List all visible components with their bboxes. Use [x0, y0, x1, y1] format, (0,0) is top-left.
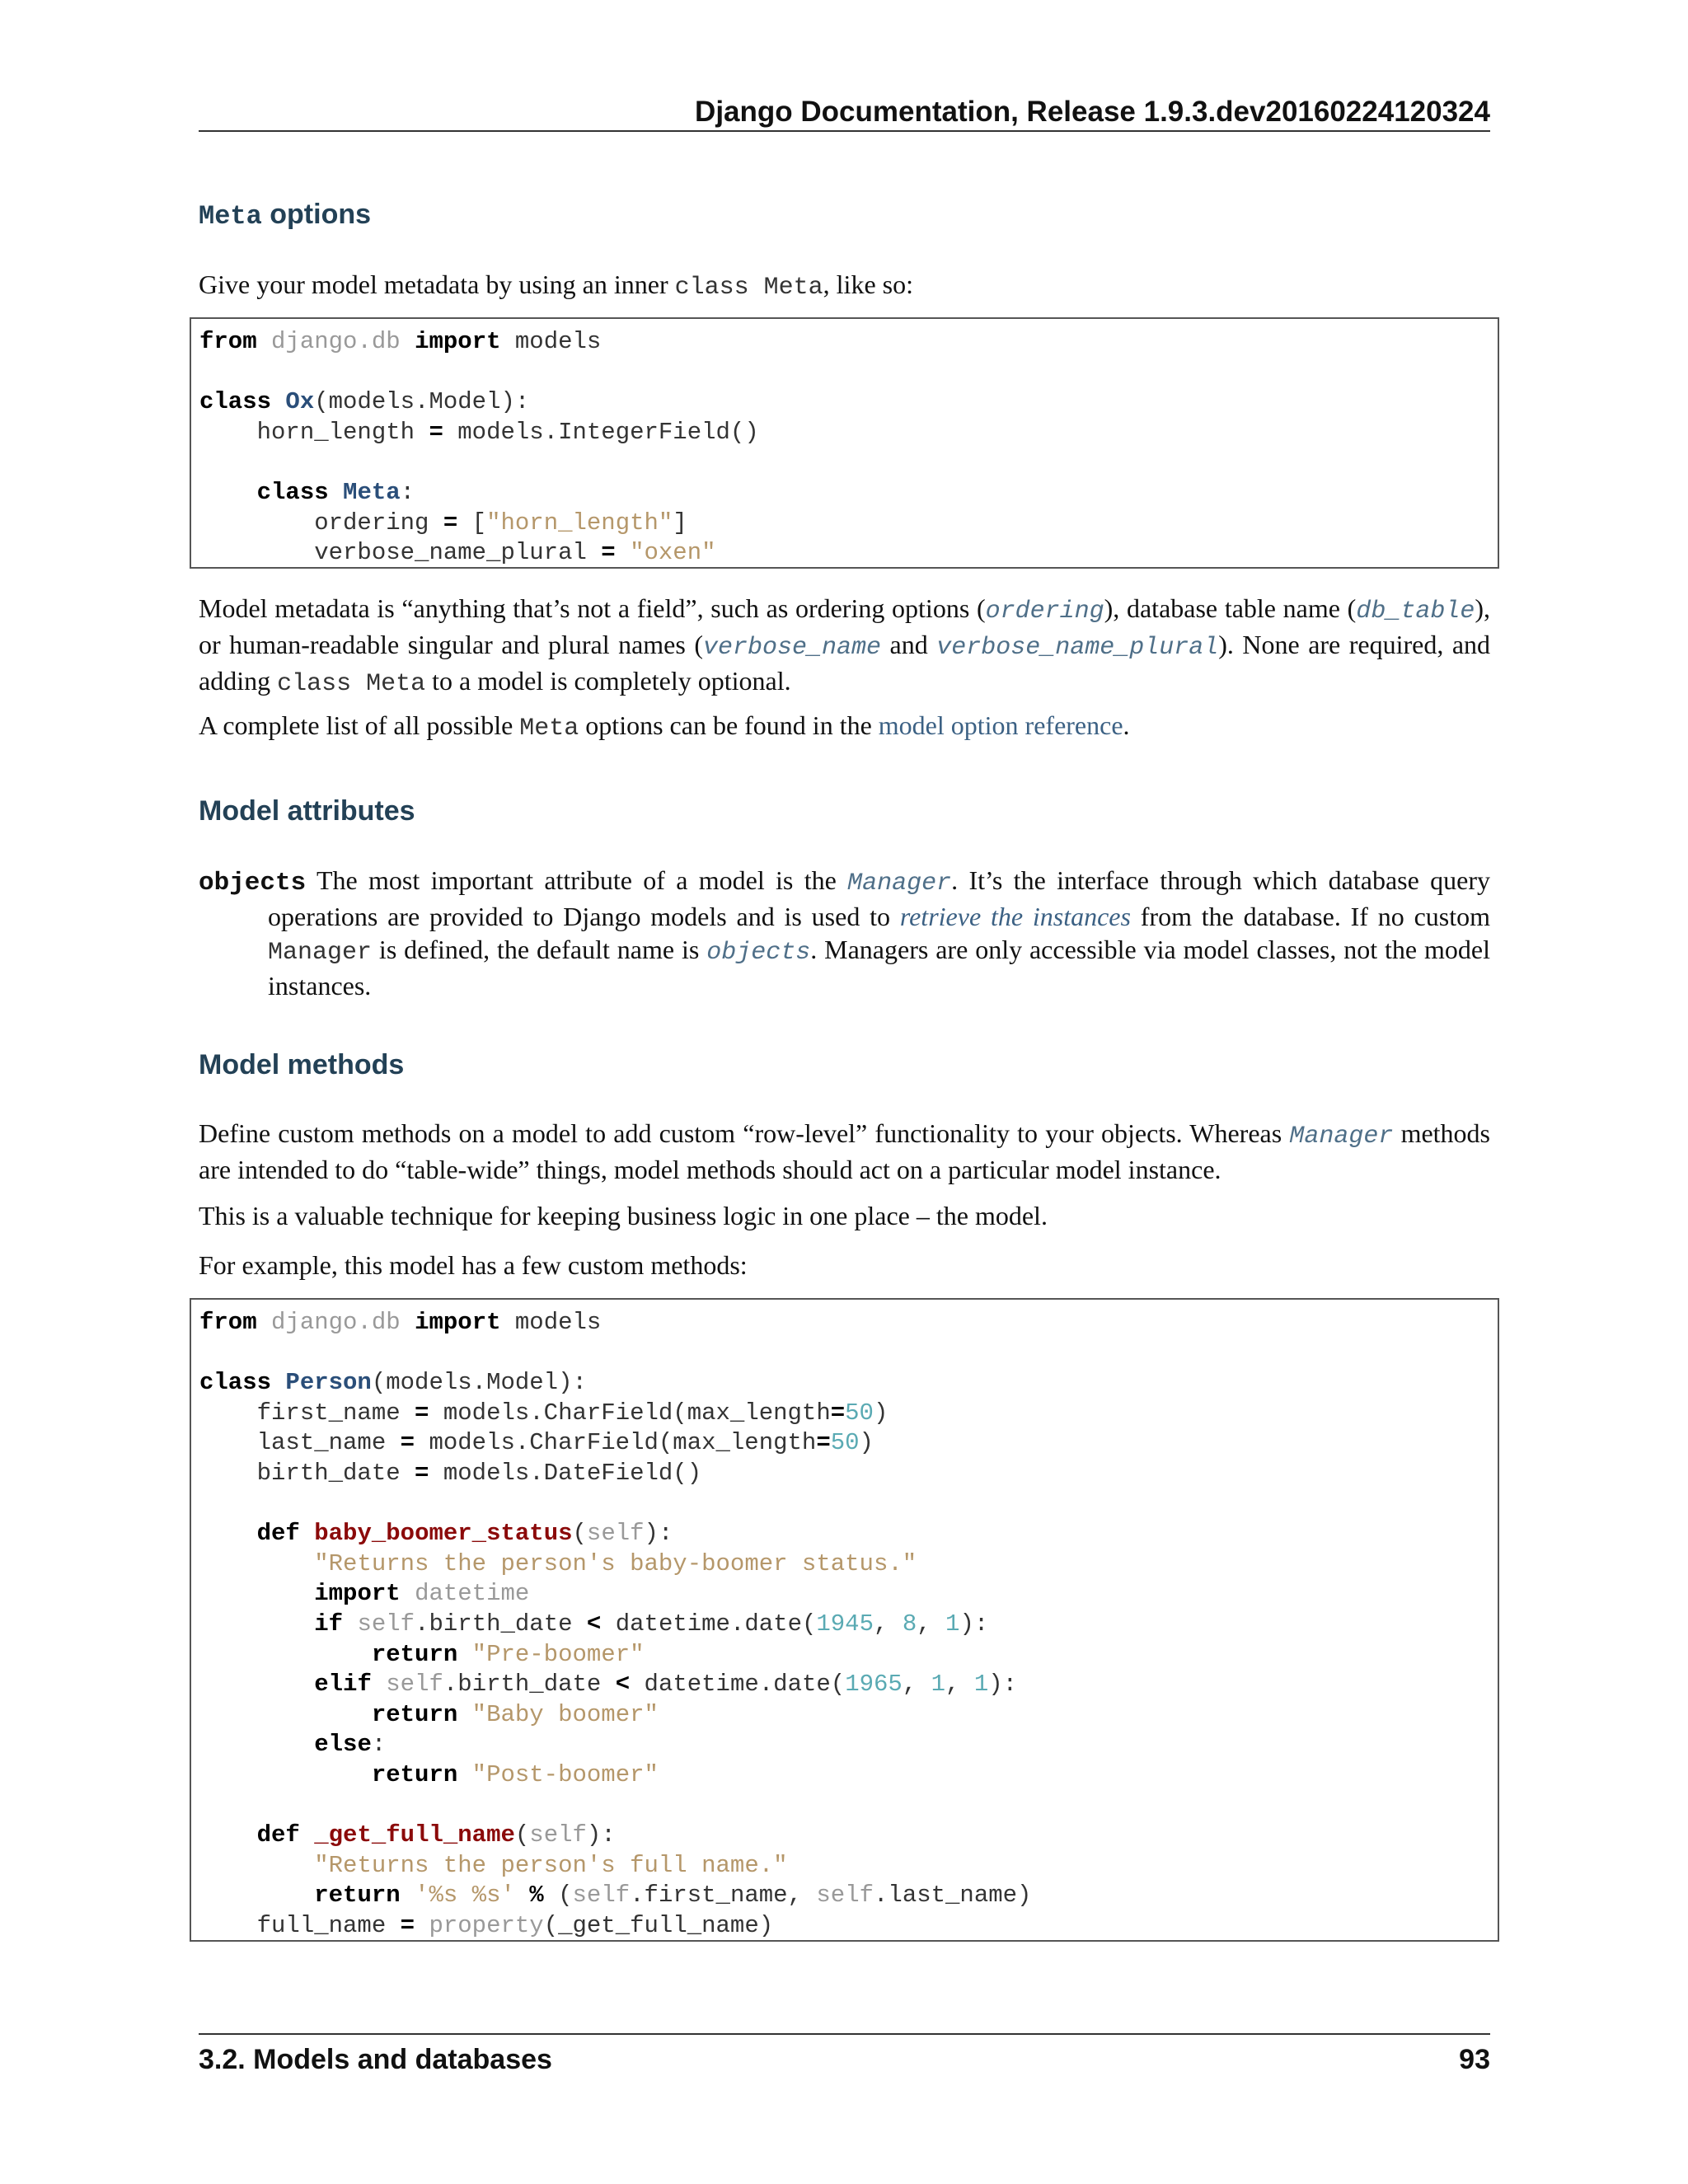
code-token: return [371, 1700, 458, 1728]
code-token: Ox [285, 388, 315, 416]
meta-intro-paragraph [199, 268, 1490, 304]
code-token: import [415, 328, 501, 355]
methods-intro-paragraph [199, 1117, 1490, 1186]
code-token: return [371, 1760, 458, 1788]
code-token: if [314, 1610, 344, 1638]
meta-heading-text: options [270, 199, 372, 230]
code-token: "horn_length" [486, 509, 673, 537]
code-token: = [830, 1399, 846, 1427]
code-token: 1945 [816, 1610, 874, 1638]
text-run: . Managers are only accessible via model classes, not the model instances. [268, 935, 1491, 1001]
code-line [199, 539, 716, 566]
text-run: , like so: [823, 269, 913, 299]
code-token [199, 1701, 372, 1728]
footer-section-title: 3.2. Models and databases [199, 2044, 552, 2075]
code-line [199, 1460, 701, 1487]
text-run: Give your model metadata by using an inner [199, 269, 675, 299]
code-line [199, 1520, 673, 1547]
text-run: ), database table name ( [1104, 593, 1357, 623]
code-token: datetime.date( [630, 1671, 846, 1699]
code-token [271, 1369, 285, 1396]
code-token [300, 1520, 314, 1547]
code-token [401, 1580, 415, 1607]
code-token: "oxen" [630, 539, 716, 567]
code-token: "Post-boomer" [471, 1760, 659, 1788]
code-token: Person [285, 1369, 372, 1397]
text-run: . [1123, 710, 1130, 740]
code-token: ] [673, 509, 687, 537]
code-token: class [199, 1369, 272, 1397]
code-line [199, 1701, 659, 1728]
code-token: _get_full_name [314, 1821, 515, 1849]
code-token: ( [543, 1882, 573, 1910]
code-line [199, 388, 529, 415]
code-token: models.IntegerField() [443, 418, 759, 446]
code-token: self [572, 1882, 631, 1910]
code-line [199, 509, 687, 537]
code-token: = [601, 539, 616, 567]
objects-term: objects [199, 869, 307, 898]
meta-reference-paragraph [199, 709, 1490, 745]
code-token [415, 1912, 429, 1939]
code-person-pre [199, 1308, 1498, 1941]
text-run: Model metadata is “anything that’s not a field”, such as ordering options ( [199, 593, 986, 623]
code-line [199, 1852, 788, 1879]
text-run: methods are intended to do “table-wide” things, model methods should act on a particular model instance. [199, 1118, 1491, 1184]
text-run: from the database. If no custom [1130, 902, 1491, 931]
code-token [616, 539, 630, 566]
code-token: ( [572, 1520, 587, 1548]
code-token: 1 [931, 1671, 946, 1699]
code-token: 50 [845, 1399, 874, 1427]
code-line [199, 1309, 601, 1336]
code-line [199, 1550, 917, 1577]
code-line [199, 328, 601, 355]
retrieve-instances-link[interactable]: retrieve the instances [899, 902, 1131, 931]
code-token: = [816, 1429, 831, 1457]
code-token: self [816, 1882, 874, 1910]
code-token: ( [514, 1821, 530, 1849]
code-token [401, 328, 415, 355]
code-token: from [199, 328, 257, 355]
code-token: "Pre-boomer" [471, 1640, 645, 1668]
code-token: ) [873, 1399, 889, 1427]
code-token: 1965 [845, 1671, 903, 1699]
code-token: (_get_full_name) [543, 1911, 774, 1939]
code-token: 1 [973, 1671, 989, 1699]
code-token: def [256, 1821, 300, 1849]
code-token: import [415, 1309, 501, 1336]
code-token: , [945, 1671, 974, 1699]
code-token: class [256, 478, 329, 506]
code-token: first_name [199, 1399, 415, 1427]
code-token: models [500, 328, 602, 355]
example-intro-paragraph: For example, this model has a few custom methods: [199, 1250, 748, 1280]
code-token: ): [959, 1610, 989, 1638]
code-token: "Returns the person's full name." [314, 1851, 788, 1879]
code-token: baby_boomer_status [314, 1520, 573, 1548]
code-token: : [400, 478, 415, 506]
text-run: A complete list of all possible [199, 710, 520, 740]
code-token: elif [314, 1671, 372, 1699]
code-line [199, 1641, 645, 1668]
code-block-ox [190, 317, 1499, 569]
code-token: class [199, 388, 272, 416]
code-token [457, 1701, 471, 1728]
code-token: < [615, 1671, 631, 1699]
code-token: import [314, 1580, 401, 1608]
code-token: 1 [945, 1610, 960, 1638]
code-token: "Returns the person's baby-boomer status." [314, 1549, 917, 1577]
code-token: ordering [199, 509, 443, 537]
code-token [199, 1852, 314, 1879]
code-token: [ [457, 509, 487, 537]
verbose-name-plural-link[interactable]: verbose_name_plural [936, 634, 1219, 662]
code-token: = [400, 1429, 415, 1457]
code-token [257, 1309, 271, 1336]
text-run: to a model is completely optional. [425, 666, 791, 696]
code-line [199, 1731, 386, 1758]
footer-divider [199, 2033, 1490, 2035]
code-token: = [443, 509, 458, 537]
code-token: self [586, 1520, 645, 1548]
code-token: 8 [902, 1610, 917, 1638]
code-token: django.db [271, 1309, 401, 1336]
text-run: and [881, 630, 937, 659]
model-attributes-heading: Model attributes [199, 795, 415, 827]
manager-link[interactable]: Manager [1289, 1122, 1394, 1151]
code-line [199, 419, 759, 446]
code-token: from [199, 1309, 257, 1336]
code-token: last_name [199, 1429, 401, 1457]
code-line [199, 1399, 888, 1427]
code-token: django.db [271, 328, 401, 355]
code-token [199, 1520, 257, 1547]
text-run: . It’s the interface through which database query operations are provided to Django models and is used to [268, 865, 1491, 931]
inline-code: Manager [268, 939, 373, 967]
text-run: The most important attribute of a model is the [306, 865, 848, 895]
meta-options-heading [199, 196, 371, 235]
code-token [199, 1550, 314, 1577]
objects-link[interactable]: objects [706, 939, 811, 967]
code-token: models [500, 1309, 602, 1336]
model-option-reference-link[interactable]: model option reference [878, 710, 1123, 740]
code-token [199, 1761, 372, 1788]
code-token [199, 1671, 314, 1698]
text-run: ), or human-readable singular and plural names ( [199, 593, 1491, 659]
code-token: else [314, 1731, 372, 1759]
code-line [199, 1912, 773, 1939]
code-token: .birth_date [415, 1610, 587, 1638]
code-line [199, 1610, 988, 1638]
code-token [199, 1882, 314, 1909]
code-token [457, 1641, 471, 1668]
code-token [300, 1821, 314, 1849]
code-token: ): [988, 1671, 1018, 1699]
code-token [199, 1821, 257, 1849]
code-token [401, 1882, 415, 1909]
db-table-link[interactable]: db_table [1356, 598, 1475, 626]
code-token: (models.Model): [371, 1369, 587, 1397]
code-token: .last_name) [874, 1882, 1032, 1910]
manager-link[interactable]: Manager [847, 869, 952, 898]
code-token [257, 328, 271, 355]
code-token: return [371, 1640, 458, 1668]
code-token [343, 1610, 357, 1638]
code-token: verbose_name_plural [199, 539, 602, 567]
code-token: = [429, 418, 443, 446]
code-token: birth_date [199, 1459, 415, 1487]
page-header: Django Documentation, Release 1.9.3.dev20160224120324 [199, 92, 1490, 132]
page-number: 93 [1459, 2044, 1490, 2075]
code-token [372, 1671, 386, 1698]
objects-definition [199, 864, 1490, 1002]
business-logic-paragraph: This is a valuable technique for keeping business logic in one place – the model. [199, 1201, 1048, 1230]
code-block-person [190, 1298, 1499, 1942]
code-line [199, 479, 415, 506]
code-token [401, 1309, 415, 1336]
code-token: self [386, 1671, 443, 1699]
code-token: ): [644, 1520, 673, 1548]
code-token: '%s %s' [415, 1882, 515, 1910]
code-token [329, 479, 343, 506]
code-line [199, 1761, 659, 1788]
code-token: % [529, 1882, 544, 1910]
code-token [515, 1882, 529, 1909]
code-token: horn_length [199, 418, 429, 446]
code-token: models.DateField() [429, 1459, 702, 1487]
code-line [199, 1429, 874, 1456]
code-token: .birth_date [443, 1671, 616, 1699]
code-token: full_name [199, 1911, 401, 1939]
code-line [199, 1882, 1031, 1909]
code-token: = [415, 1399, 429, 1427]
inline-code: Meta [519, 715, 579, 743]
code-line [199, 1580, 529, 1607]
code-token: , [874, 1610, 903, 1638]
code-token: , [902, 1671, 931, 1699]
code-token: : [371, 1731, 387, 1759]
code-token: , [917, 1610, 946, 1638]
meta-description-paragraph [199, 592, 1490, 701]
code-token: models.CharField(max_length [415, 1429, 817, 1457]
code-line [199, 1369, 587, 1396]
inline-code: class Meta [277, 670, 426, 698]
code-token [199, 1610, 314, 1638]
code-token [457, 1761, 471, 1788]
code-token: (models.Model): [314, 388, 530, 416]
code-token: return [314, 1882, 401, 1910]
code-token [199, 1731, 314, 1758]
code-token: .first_name, [630, 1882, 817, 1910]
code-token: Meta [343, 478, 401, 506]
code-token [271, 388, 285, 415]
code-token: 50 [830, 1429, 860, 1457]
text-run: options can be found in the [579, 710, 879, 740]
code-token: models.CharField(max_length [429, 1399, 831, 1427]
verbose-name-link[interactable]: verbose_name [702, 634, 882, 662]
model-methods-heading: Model methods [199, 1049, 405, 1080]
code-token: self [529, 1821, 587, 1849]
code-ox-pre [199, 327, 1498, 569]
page-footer [199, 2041, 1490, 2079]
code-token: ): [586, 1821, 616, 1849]
code-token: property [429, 1911, 544, 1939]
code-token: ) [859, 1429, 874, 1457]
text-run: ). None are required, and adding [199, 630, 1491, 696]
code-token [199, 1580, 314, 1607]
code-token: def [256, 1520, 300, 1548]
code-token [199, 1641, 372, 1668]
code-token: "Baby boomer" [471, 1700, 659, 1728]
code-token: self [357, 1610, 415, 1638]
code-token: < [586, 1610, 602, 1638]
inline-code: class Meta [674, 274, 823, 302]
code-token: = [400, 1911, 415, 1939]
code-token: = [415, 1459, 429, 1487]
meta-heading-code: Meta [199, 201, 262, 232]
code-token [199, 479, 257, 506]
code-line [199, 1821, 616, 1849]
ordering-link[interactable]: ordering [985, 598, 1104, 626]
text-run: Define custom methods on a model to add custom “row-level” functionality to your objects. Whereas [199, 1118, 1290, 1148]
text-run: is defined, the default name is [372, 935, 707, 964]
code-token: datetime [415, 1580, 530, 1608]
code-line [199, 1671, 1017, 1698]
code-token: datetime.date( [601, 1610, 817, 1638]
